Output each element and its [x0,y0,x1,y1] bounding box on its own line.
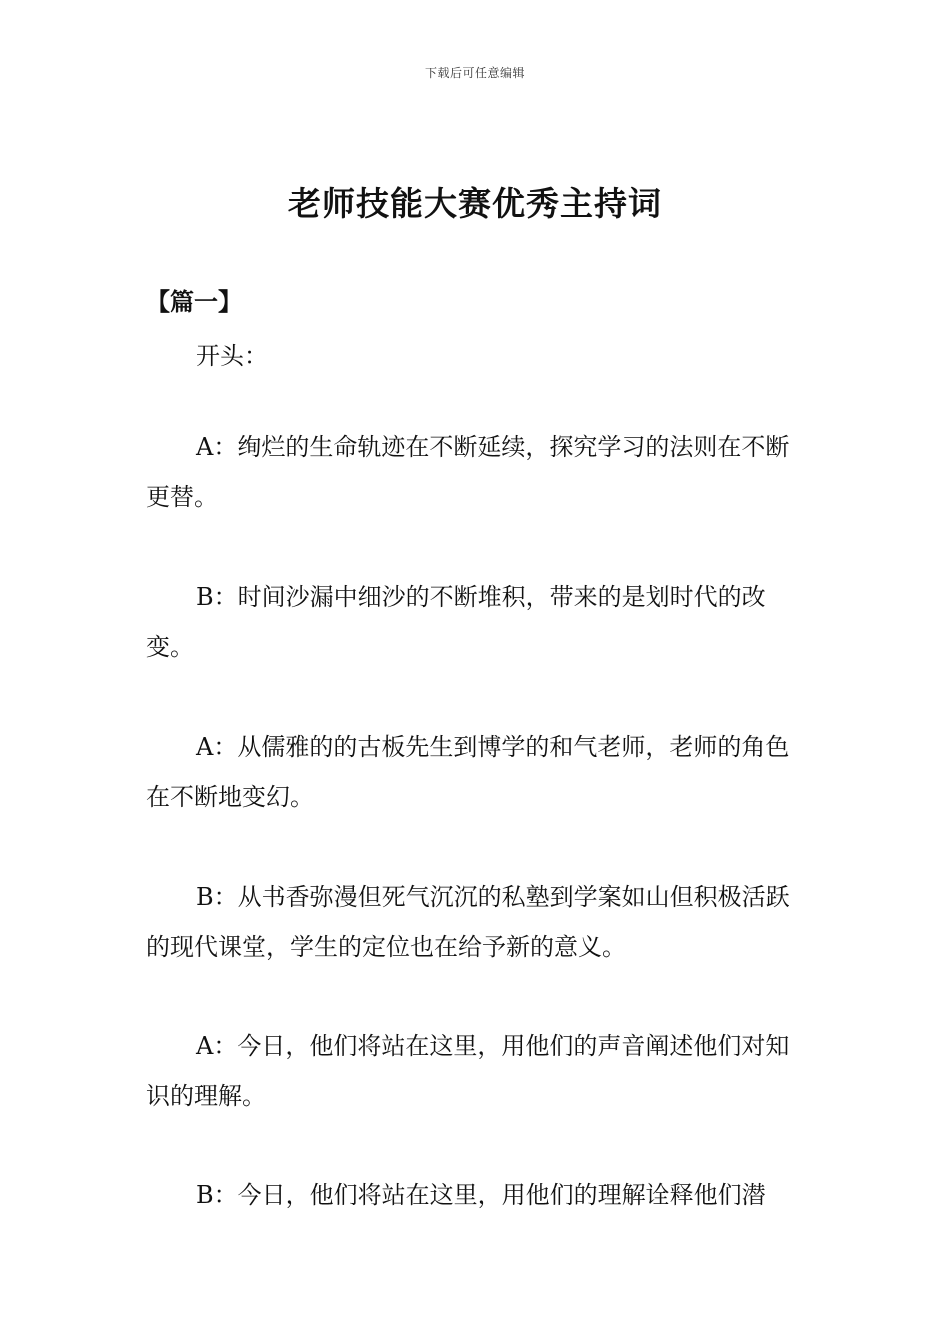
paragraph: A：今日，他们将站在这里，用他们的声音阐述他们对知识的理解。 [146,1032,790,1110]
section-label: 【篇一】 [146,287,242,316]
document-title: 老师技能大赛优秀主持词 [288,184,662,223]
paragraph: B：从书香弥漫但死气沉沉的私塾到学案如山但积极活跃的现代课堂，学生的定位也在给予新的意义。 [146,883,790,961]
paragraph: B：今日，他们将站在这里，用他们的理解诠释他们潜 [196,1181,766,1209]
intro-label: 开头： [196,342,268,370]
paragraph: A：绚烂的生命轨迹在不断延续，探究学习的法则在不断更替。 [146,433,790,511]
paragraph: A：从儒雅的的古板先生到博学的和气老师，老师的角色在不断地变幻。 [146,733,790,811]
header-note: 下载后可任意编辑 [424,66,525,80]
paragraph: B：时间沙漏中细沙的不断堆积，带来的是划时代的改变。 [146,583,766,661]
